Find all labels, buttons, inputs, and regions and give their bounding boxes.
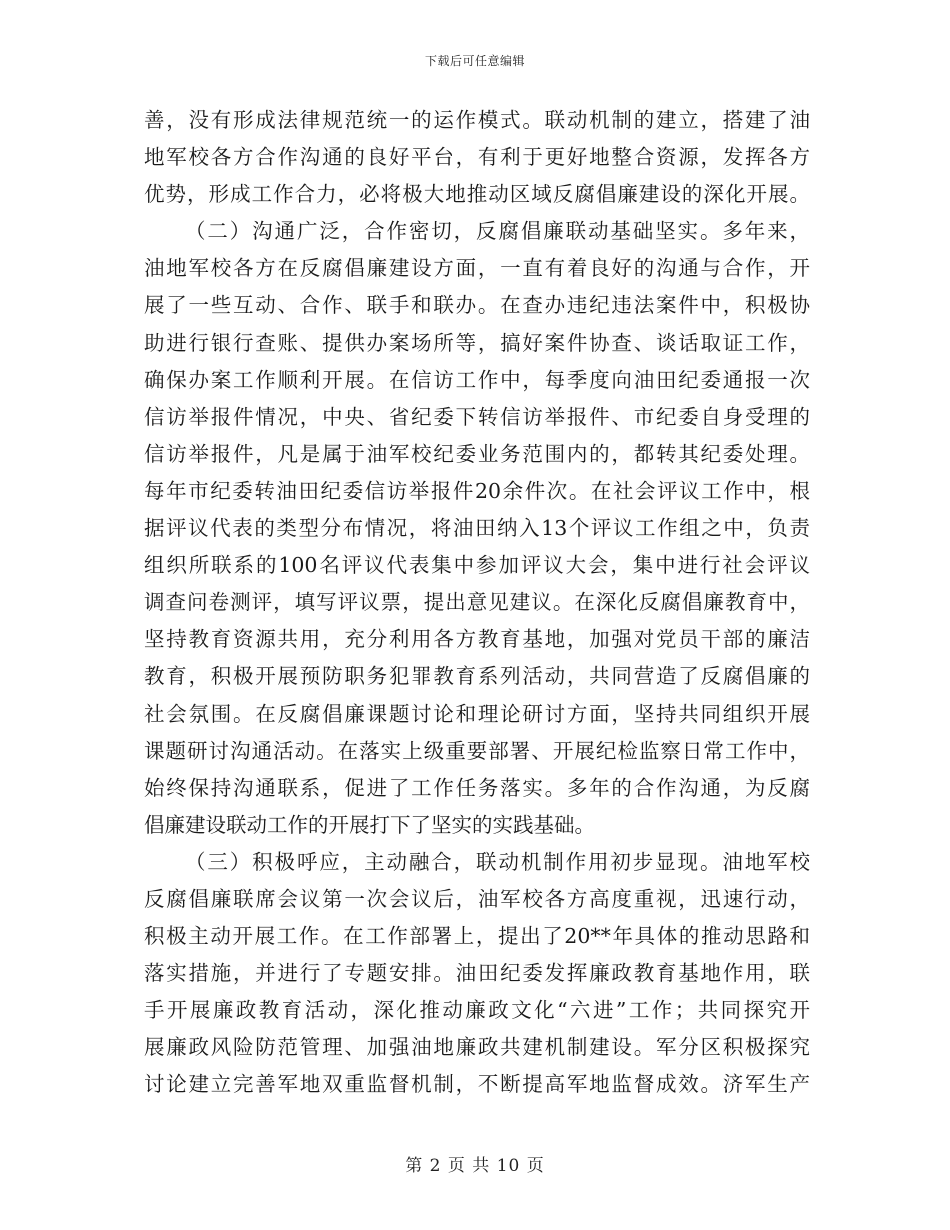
text-line: 助进行银行查账、提供办案场所等，搞好案件协查、谈话取证工作， [144, 330, 810, 355]
text-line: 倡廉建设联动工作的开展打下了坚实的实践基础。 [144, 812, 595, 837]
text-line: 展了一些互动、合作、联手和联办。在查办违纪违法案件中，积极协 [144, 293, 810, 318]
text-line: 落实措施，并进行了专题安排。油田纪委发挥廉政教育基地作用，联 [144, 961, 810, 986]
text-line: 信访举报件情况，中央、省纪委下转信访举报件、市纪委自身受理的 [144, 404, 810, 429]
document-body [144, 102, 810, 1104]
paragraph-heading-line: （三）积极呼应，主动融合，联动机制作用初步显现。油地军校 [185, 849, 810, 874]
page-header: 下载后可任意编辑 [424, 54, 525, 68]
text-line: 每年市纪委转油田纪委信访举报件20余件次。在社会评议工作中，根 [144, 478, 810, 503]
text-line: 调查问卷测评，填写评议票，提出意见建议。在深化反腐倡廉教育中， [144, 590, 810, 615]
text-line: 坚持教育资源共用，充分利用各方教育基地，加强对党员干部的廉洁 [144, 627, 810, 652]
text-line: 信访举报件，凡是属于油军校纪委业务范围内的，都转其纪委处理。 [144, 441, 810, 466]
text-line: 反腐倡廉联席会议第一次会议后，油军校各方高度重视，迅速行动， [144, 886, 810, 911]
text-line: 积极主动开展工作。在工作部署上，提出了20**年具体的推动思路和 [144, 924, 810, 949]
text-line: 确保办案工作顺利开展。在信访工作中，每季度向油田纪委通报一次 [144, 367, 810, 392]
text-line: 始终保持沟通联系，促进了工作任务落实。多年的合作沟通，为反腐 [144, 775, 810, 800]
text-line: 展廉政风险防范管理、加强油地廉政共建机制建设。军分区积极探究 [144, 1035, 810, 1060]
text-line: 优势，形成工作合力，必将极大地推动区域反腐倡廉建设的深化开展。 [144, 182, 810, 207]
text-line: 组织所联系的100名评议代表集中参加评议大会，集中进行社会评议 [144, 553, 810, 578]
text-line: 讨论建立完善军地双重监督机制，不断提高军地监督成效。济军生产 [144, 1072, 810, 1097]
text-line: 社会氛围。在反腐倡廉课题讨论和理论研讨方面，坚持共同组织开展 [144, 701, 810, 726]
paragraph-heading-line: （二）沟通广泛，合作密切，反腐倡廉联动基础坚实。多年来， [185, 219, 810, 244]
text-line: 课题研讨沟通活动。在落实上级重要部署、开展纪检监察日常工作中， [144, 738, 810, 763]
text-line: 油地军校各方在反腐倡廉建设方面，一直有着良好的沟通与合作，开 [144, 256, 810, 281]
page-number-footer: 第 2 页 共 10 页 [405, 1156, 545, 1176]
text-line: 教育，积极开展预防职务犯罪教育系列活动，共同营造了反腐倡廉的 [144, 664, 810, 689]
text-line: 地军校各方合作沟通的良好平台，有利于更好地整合资源，发挥各方 [144, 145, 810, 170]
text-line: 据评议代表的类型分布情况，将油田纳入13个评议工作组之中，负责 [144, 516, 810, 541]
text-line: 善，没有形成法律规范统一的运作模式。联动机制的建立，搭建了油 [144, 108, 810, 132]
text-line: 手开展廉政教育活动，深化推动廉政文化“六进”工作；共同探究开 [144, 998, 810, 1023]
